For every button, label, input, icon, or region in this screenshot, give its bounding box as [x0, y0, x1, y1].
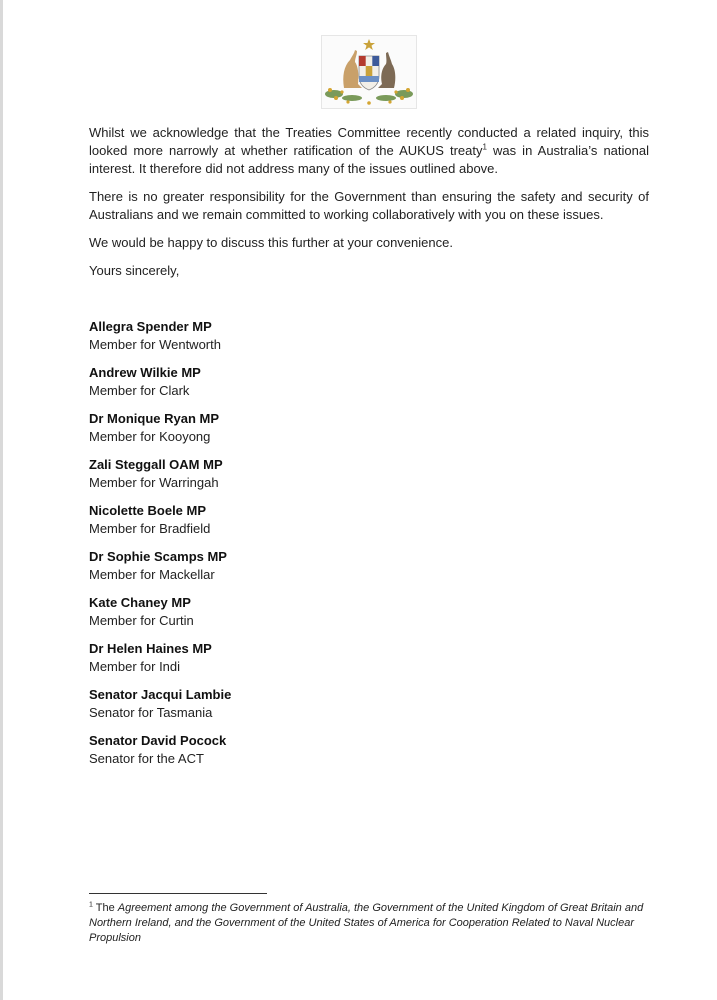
- paragraph-treaties: Whilst we acknowledge that the Treaties Committee recently conducted a related inquiry, this looked more narrowly at whether ratification of the AUKUS treaty$^1$ was in Australia’s national interest. It therefore did not address many of the issues outlined above.: [89, 125, 649, 176]
- paragraph-responsibility: There is no greater responsibility for the Government than ensuring the safety and security of Australians and we remain committed to working collaboratively with you on these issues.: [89, 189, 649, 222]
- signatory-name: Nicolette Boele MP: [89, 503, 207, 518]
- signatory-name: Dr Helen Haines MP: [89, 641, 212, 656]
- signatory-role: Member for Curtin: [89, 613, 194, 628]
- signatory-name: Kate Chaney MP: [89, 595, 191, 610]
- signatory-name: Allegra Spender MP: [89, 319, 212, 334]
- page-edge: [0, 0, 3, 1000]
- signatory-name: Dr Monique Ryan MP: [89, 411, 220, 426]
- coat-of-arms-icon: [321, 35, 417, 109]
- signatory-name: Dr Sophie Scamps MP: [89, 549, 227, 564]
- closing: Yours sincerely,: [89, 263, 180, 278]
- footnote-number: 1: [89, 901, 93, 909]
- signatory: [89, 364, 489, 400]
- signatories-list: [89, 318, 489, 778]
- signatory-role: Member for Kooyong: [89, 429, 211, 444]
- signatory-name: Senator Jacqui Lambie: [89, 687, 232, 702]
- paragraph-discuss: We would be happy to discuss this further at your convenience.: [89, 235, 453, 250]
- footnote-divider: [89, 893, 267, 894]
- signatory: [89, 318, 489, 354]
- signatory-role: Member for Warringah: [89, 475, 219, 490]
- signatory: [89, 410, 489, 446]
- footnote-ref: 1: [482, 142, 487, 152]
- signatory: [89, 640, 489, 676]
- letter-body: [89, 124, 649, 280]
- signatory-name: Andrew Wilkie MP: [89, 365, 201, 380]
- signatory-name: Senator David Pocock: [89, 733, 227, 748]
- signatory: [89, 548, 489, 584]
- signatory-role: Senator for the ACT: [89, 751, 204, 766]
- footnote-prefix: The: [92, 902, 118, 914]
- signatory-role: Member for Indi: [89, 659, 181, 674]
- signatory-role: Member for Clark: [89, 383, 190, 398]
- signatory: [89, 732, 489, 768]
- signatory-role: Senator for Tasmania: [89, 705, 213, 720]
- footnote-title: Agreement among the Government of Australia, the Government of the United Kingdom of Great Britain and Northern Ireland, and the Government of the United States of America for Cooperation Related to Naval Nuclear Propulsion: [89, 902, 644, 944]
- footnote: [89, 901, 649, 946]
- signatory: [89, 502, 489, 538]
- signatory-name: Zali Steggall OAM MP: [89, 457, 223, 472]
- signatory-role: Member for Wentworth: [89, 337, 221, 352]
- signatory: [89, 456, 489, 492]
- signatory: [89, 594, 489, 630]
- signatory: [89, 686, 489, 722]
- signatory-role: Member for Bradfield: [89, 521, 211, 536]
- signatory-role: Member for Mackellar: [89, 567, 215, 582]
